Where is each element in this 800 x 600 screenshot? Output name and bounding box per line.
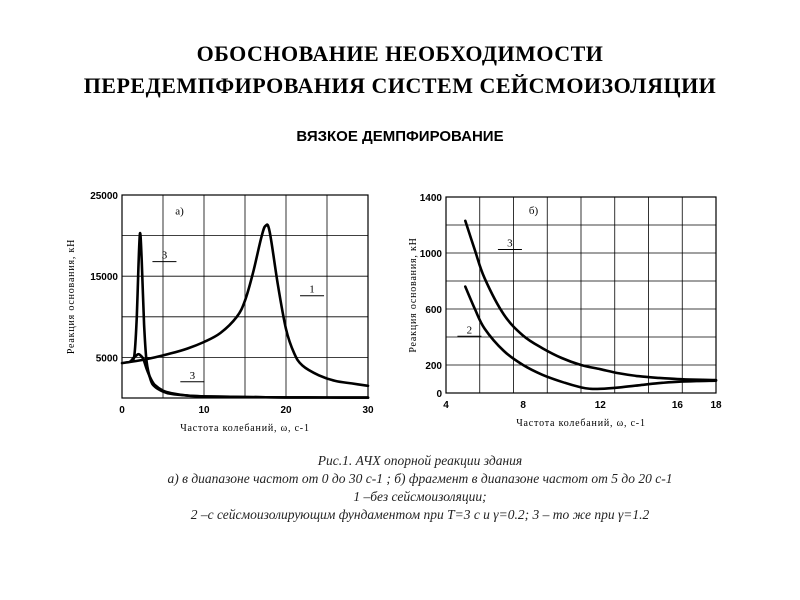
x-tick-label: 30 [362,405,374,416]
panel-label: б) [528,204,539,217]
x-tick-label: 20 [280,405,292,416]
y-tick-label: 25000 [90,191,118,202]
panel-label: а) [175,205,184,218]
series-line-3 [465,221,716,380]
x-tick-label: 16 [671,400,683,411]
y-tick-label: 0 [436,389,442,400]
x-tick-label: 4 [443,400,449,411]
curve-label-3: 3 [189,369,196,382]
title-line-1: ОБОСНОВАНИЕ НЕОБХОДИМОСТИ [196,41,604,66]
caption-line-1: Рис.1. АЧХ опорной реакции здания [317,453,523,468]
y-axis-label: Реакция основания, кН [66,238,77,355]
figure-caption [100,452,740,524]
x-axis-label: Частота колебаний, ω, с-1 [180,423,310,434]
y-tick-label: 200 [425,361,442,372]
caption-line-4: 2 –с сейсмоизолирующим фундаментом при T=3 с и γ=0.2; 3 – то же при γ=1.2 [190,507,650,522]
curve-label-2: 2 [466,324,473,337]
y-tick-label: 5000 [95,353,118,365]
y-tick-label: 1400 [419,193,442,204]
x-tick-label: 10 [198,405,210,416]
curve-label-3: 3 [507,237,513,250]
series-line-2 [465,287,716,389]
curve-label-3: 3 [161,249,168,262]
y-axis-label: Реакция основания, кН [408,237,419,353]
title-line-2: ПЕРЕДЕМПФИРОВАНИЯ СИСТЕМ СЕЙСМОИЗОЛЯЦИИ [83,73,717,98]
x-tick-label: 12 [594,400,606,411]
page-subtitle: ВЯЗКОЕ ДЕМПФИРОВАНИЕ [296,128,504,145]
x-tick-label: 8 [520,400,526,411]
y-tick-label: 1000 [419,249,442,260]
y-tick-label: 15000 [90,272,118,284]
x-tick-label: 0 [119,405,125,416]
caption-line-3: 1 –без сейсмоизоляции; [353,489,487,504]
y-tick-label: 600 [425,305,442,316]
x-tick-label: 18 [710,400,722,411]
caption-line-2: а) в диапазоне частот от 0 до 30 с-1 ; б) фрагмент в диапазоне частот от 5 до 20 с-1 [167,471,673,486]
curve-label-1: 1 [309,283,315,296]
x-axis-label: Частота колебаний, ω, с-1 [516,418,646,429]
